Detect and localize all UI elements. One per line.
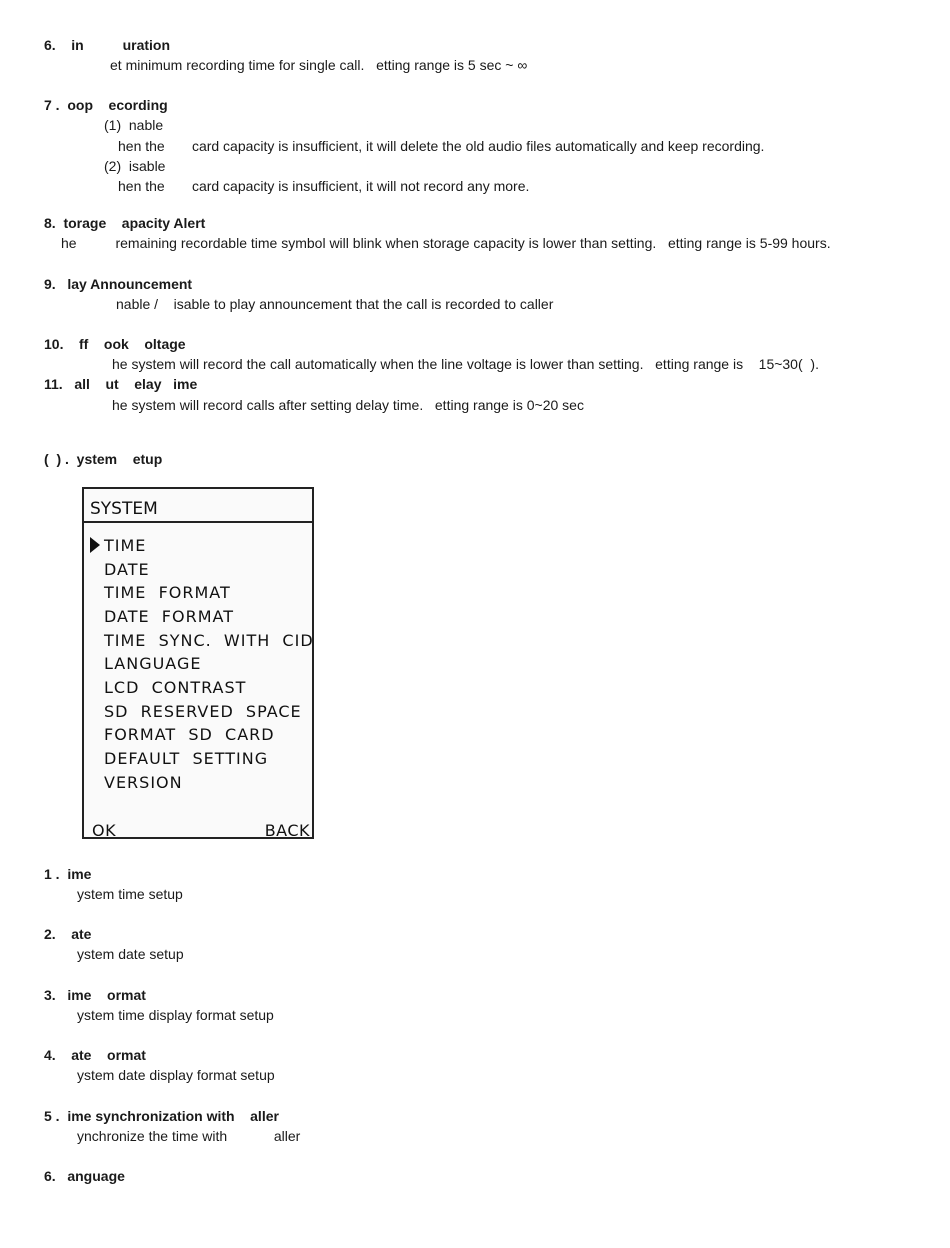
heading-date: 2. ate xyxy=(44,926,92,942)
heading-language: 6. anguage xyxy=(44,1168,125,1184)
lcd-item-date: DATE xyxy=(104,560,150,579)
softkey-ok: OK xyxy=(92,821,117,840)
heading-off-hook-voltage: 10. ff ook oltage xyxy=(44,336,186,352)
heading-time-format: 3. ime ormat xyxy=(44,987,146,1003)
heading-time-sync: 5 . ime synchronization with aller xyxy=(44,1108,279,1124)
lcd-title: SYSTEM xyxy=(90,499,158,519)
option-disable: (2) isable xyxy=(104,158,166,174)
desc-play-announcement: nable / isable to play announcement that the call is recorded to caller xyxy=(116,296,554,312)
desc-date-format: ystem date display format setup xyxy=(77,1067,275,1083)
lcd-item-sd-reserved-space: SD RESERVED SPACE xyxy=(104,702,302,721)
lcd-item-version: VERSION xyxy=(104,773,183,792)
desc-call-out-delay: he system will record calls after setting delay time. etting range is 0~20 sec xyxy=(112,397,584,413)
heading-storage-alert: 8. torage apacity Alert xyxy=(44,215,206,231)
desc-time-format: ystem time display format setup xyxy=(77,1007,274,1023)
softkey-back: BACK xyxy=(264,821,310,840)
desc-disable: hen the card capacity is insufficient, it will not record any more. xyxy=(118,178,530,194)
heading-time: 1 . ime xyxy=(44,866,92,882)
lcd-title-bar xyxy=(84,489,312,523)
lcd-item-default-setting: DEFAULT SETTING xyxy=(104,749,269,768)
desc-date: ystem date setup xyxy=(77,946,184,962)
lcd-item-time-format: TIME FORMAT xyxy=(104,583,231,602)
lcd-item-lcd-contrast: LCD CONTRAST xyxy=(104,678,247,697)
desc-time: ystem time setup xyxy=(77,886,183,902)
lcd-item-language: LANGUAGE xyxy=(104,654,202,673)
heading-date-format: 4. ate ormat xyxy=(44,1047,146,1063)
heading-loop-recording: 7 . oop ecording xyxy=(44,97,168,113)
lcd-item-date-format: DATE FORMAT xyxy=(104,607,234,626)
selection-arrow-icon xyxy=(90,537,100,553)
lcd-item-format-sd-card: FORMAT SD CARD xyxy=(104,725,275,744)
option-enable: (1) nable xyxy=(104,117,164,133)
lcd-system-menu xyxy=(82,487,314,839)
desc-min-duration: et minimum recording time for single call. etting range is 5 sec ~ ∞ xyxy=(110,57,528,73)
desc-storage-alert: he remaining recordable time symbol will blink when storage capacity is lower than setting. etting range is 5-99 hours. xyxy=(61,235,831,251)
desc-time-sync: ynchronize the time with aller xyxy=(77,1128,301,1144)
heading-min-duration: 6. in uration xyxy=(44,37,171,53)
heading-play-announcement: 9. lay Announcement xyxy=(44,276,193,292)
lcd-item-time: TIME xyxy=(104,536,147,555)
desc-off-hook-voltage: he system will record the call automatically when the line voltage is lower than setting. etting range is 15~30( ). xyxy=(112,356,819,372)
desc-enable: hen the card capacity is insufficient, it will delete the old audio files automatically and keep recording. xyxy=(118,138,765,154)
lcd-item-time-sync: TIME SYNC. WITH CID xyxy=(104,631,314,650)
heading-system-setup: ( ) . ystem etup xyxy=(44,451,163,467)
heading-call-out-delay: 11. all ut elay ime xyxy=(44,376,198,392)
